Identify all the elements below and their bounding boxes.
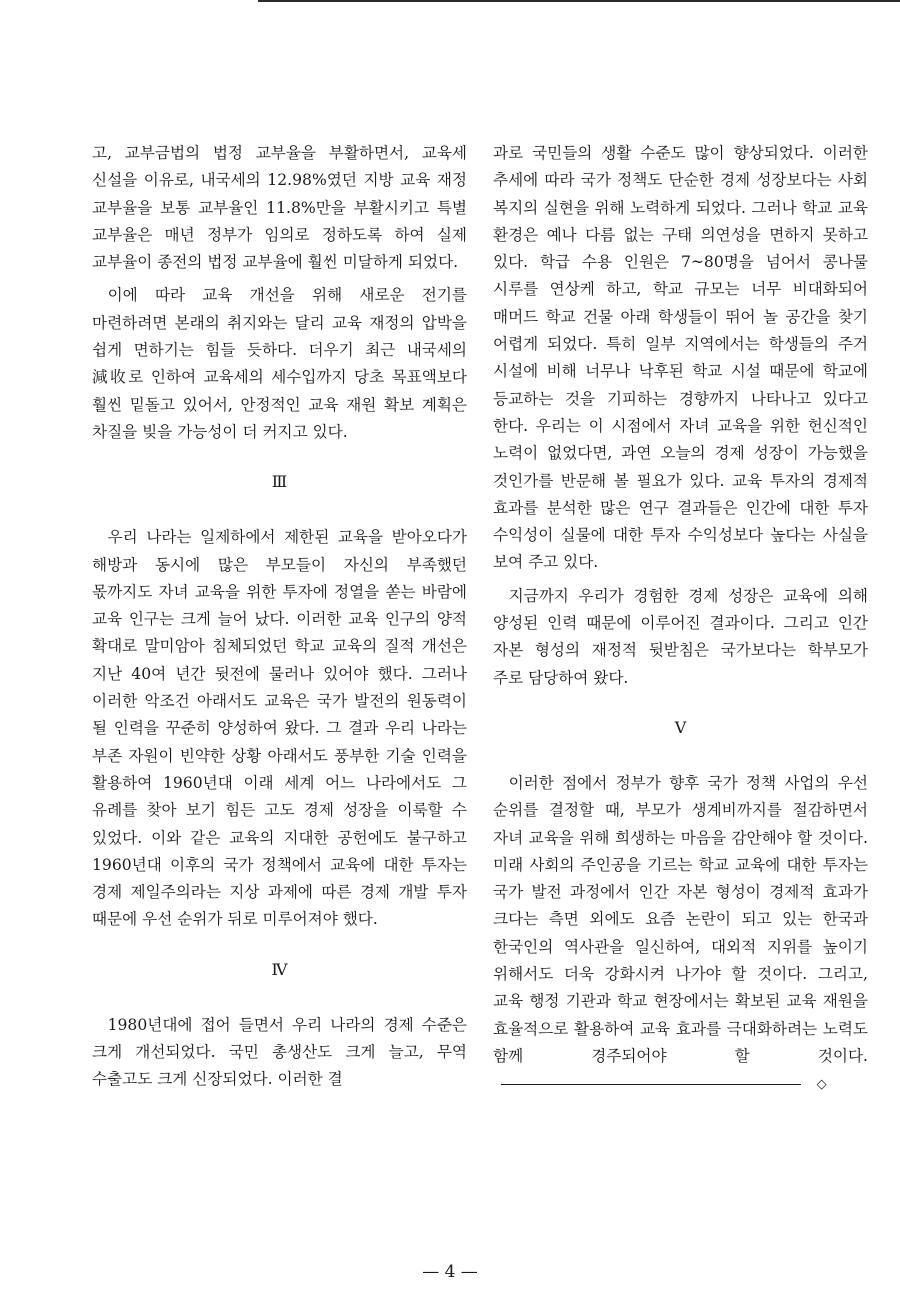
end-rule xyxy=(501,1084,801,1085)
diamond-end-icon: ◇ xyxy=(816,1076,827,1092)
page-number: — 4 — xyxy=(422,1262,478,1282)
top-rule xyxy=(258,0,900,2)
section-heading-4: Ⅳ xyxy=(271,959,288,979)
left-paragraph-2: 이에 따라 교육 개선을 위해 새로운 전기를 마련하려면 본래의 취지와는 달리 교육 재정의 압박을 쉽게 면하기는 힘들 듯하다. 더우기 최근 내국세의 減收로 인하여 교육세의 세수입까지 당초 목표액보다 훨씬 밑돌고 있어서, 안정적인 교육 재원 확보 계획은 차질을 빚을 가능성이 더 커지고 있다. xyxy=(92,286,467,441)
section-heading-5: Ⅴ xyxy=(674,717,687,737)
right-column xyxy=(493,140,868,1104)
left-paragraph-1: 고, 교부금법의 법정 교부율을 부활하면서, 교육세 신설을 이유로, 내국세의 12.98%였던 지방 교육 재정 교부율을 보통 교부율인 11.8%만을 부활시키고 특별 교부율은 매년 정부가 임의로 정하도록 하여 실제 교부율이 종전의 법정 교부율에 훨씬 미달하게 되었다. xyxy=(92,144,467,272)
right-paragraph-1: 과로 국민들의 생활 수준도 많이 향상되었다. 이러한 추세에 따라 국가 정책도 단순한 경제 성장보다는 사회 복지의 실현을 위해 노력하게 되었다. 그러나 학교 교육 환경은 예나 다름 없는 구태 의연성을 면하지 못하고 있다. 학급 수용 인원은 7~80명을 넘어서 콩나물 시루를 연상케 하고, 학교 규모는 너무 비대화되어 매머드 학교 건물 아래 학생들이 뛰어 놀 공간을 찾기 어렵게 되었다. 특히 일부 지역에서는 학생들의 주거 시설에 비해 너무나 낙후된 학교 시설 때문에 학교에 등교하는 것을 기피하는 경향까지 나타나고 있다고 한다. 우리는 이 시점에서 자녀 교육을 위한 헌신적인 노력이 없었다면, 과연 오늘의 경제 성장이 가능했을 것인가를 반문해 볼 필요가 있다. 교육 투자의 경제적 효과를 분석한 많은 연구 결과들은 인간에 대한 투자 수익성이 실물에 대한 투자 수익성보다 높다는 사실을 보여 주고 있다. xyxy=(493,144,868,572)
right-paragraph-3 xyxy=(493,770,868,1098)
right-paragraph-3-text: 이러한 점에서 정부가 향후 국가 정책 사업의 우선 순위를 결정할 때, 부모가 생계비까지를 절감하면서 자녀 교육을 위해 희생하는 마음을 감안해야 할 것이다. 미래 사회의 주인공을 기르는 학교 교육에 대한 투자는 국가 발전 과정에서 인간 자본 형성이 경제적 효과가 크다는 측면 외에도 요즘 논란이 되고 있는 한국과 한국인의 역사관을 일신하여, 대외적 지위를 높이기 위해서도 더욱 강화시켜 나가야 할 것이다. 그리고, 교육 행정 기관과 학교 현장에서는 확보된 교육 재원을 효율적으로 활용하여 교육 효과를 극대화하려는 노력도 함께 경주되어야 할 것이다. xyxy=(493,773,868,1065)
section-heading-3: Ⅲ xyxy=(271,472,288,492)
left-column xyxy=(92,140,467,1100)
right-paragraph-2: 지금까지 우리가 경험한 경제 성장은 교육에 의해 양성된 인력 때문에 이루어진 결과이다. 그리고 인간 자본 형성의 재정적 뒷받침은 국가보다는 학부모가 주로 담당하여 왔다. xyxy=(493,586,868,687)
left-paragraph-3: 우리 나라는 일제하에서 제한된 교육을 받아오다가 해방과 동시에 많은 부모들이 자신의 부족했던 몫까지도 자녀 교육을 위한 투자에 정열을 쏟는 바람에 교육 인구는 크게 늘어 났다. 이러한 교육 인구의 양적 확대로 말미암아 침체되었던 학교 교육의 질적 개선은 지난 40여 년간 뒷전에 물러나 있어야 했다. 그러나 이러한 악조건 아래서도 교육은 국가 발전의 원동력이 될 인력을 꾸준히 양성하여 왔다. 그 결과 우리 나라는 부존 자원이 빈약한 상황 아래서도 풍부한 기술 인력을 활용하여 1960년대 이래 세계 어느 나라에서도 그 유례를 찾아 보기 힘든 고도 경제 성장을 이룩할 수 있었다. 이와 같은 교육의 지대한 공헌에도 불구하고 1960년대 이후의 국가 정책에서 교육에 대한 투자는 경제 제일주의라는 지상 과제에 따른 경제 개발 투자 때문에 우선 순위가 뒤로 미루어져야 했다. xyxy=(92,528,467,929)
left-paragraph-4: 1980년대에 접어 들면서 우리 나라의 경제 수준은 크게 개선되었다. 국민 총생산도 크게 늘고, 무역 수출고도 크게 신장되었다. 이러한 결 xyxy=(92,1015,467,1089)
